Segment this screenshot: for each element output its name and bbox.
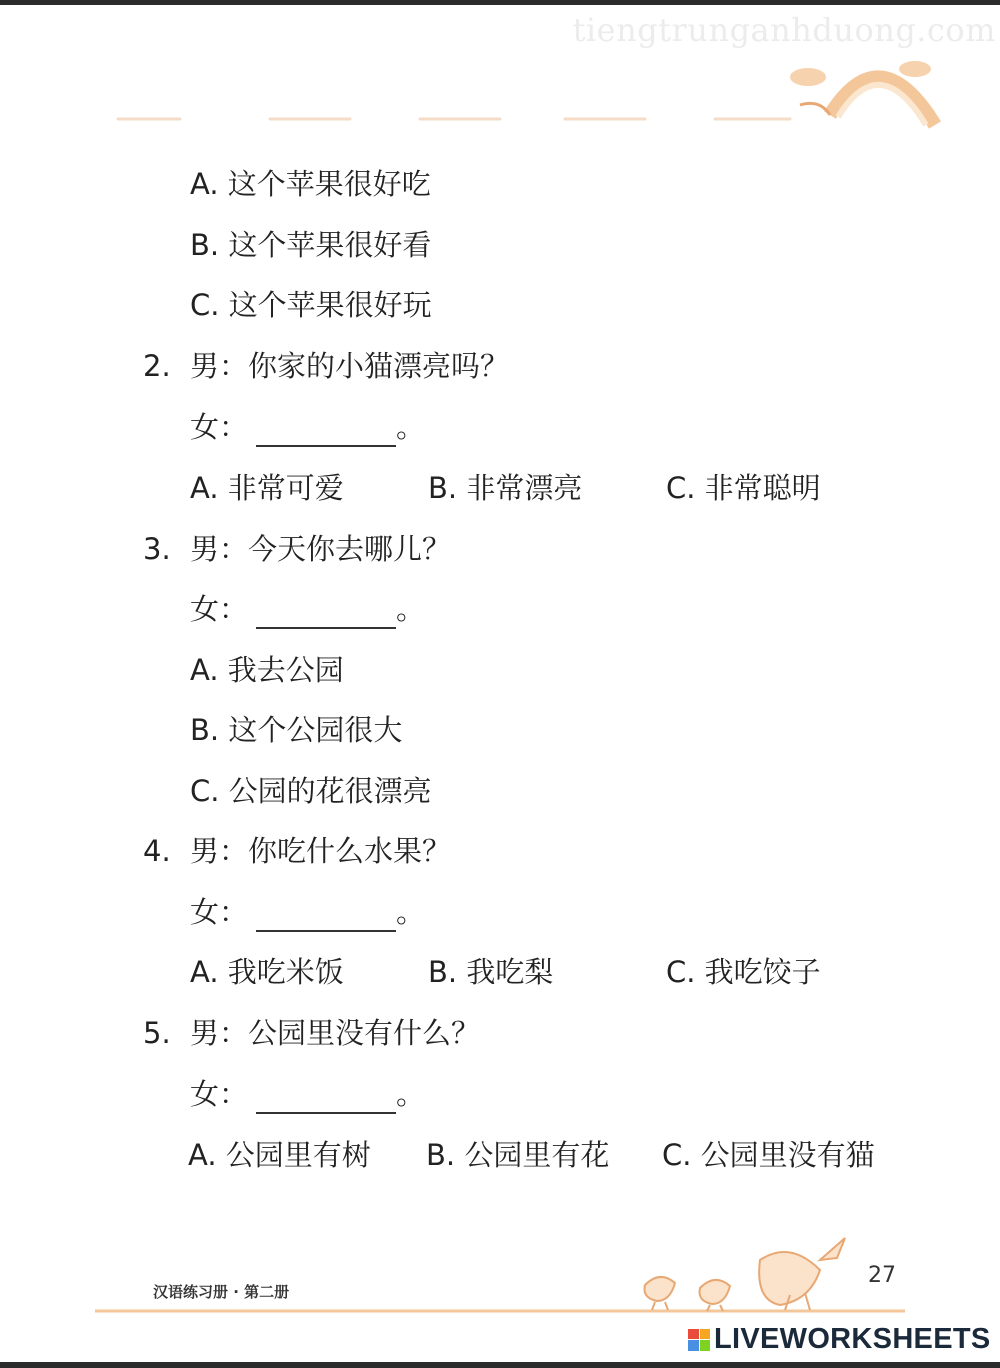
option-a[interactable]: A. 非常可爱	[190, 471, 344, 505]
liveworksheets-brand[interactable]	[688, 1323, 991, 1356]
period: 。	[396, 592, 426, 626]
male-line: 男：你吃什么水果？	[190, 834, 452, 868]
answer-blank[interactable]	[256, 417, 396, 447]
option-b[interactable]: B. 我吃梨	[428, 955, 554, 989]
option-b[interactable]: B. 这个公园很大	[190, 713, 403, 747]
male-line: 男：公园里没有什么？	[190, 1016, 481, 1050]
option-a[interactable]: A. 我吃米饭	[190, 955, 344, 989]
option-text: A. 这个苹果很好吃	[190, 167, 431, 201]
option-c[interactable]: C. 我吃饺子	[666, 955, 821, 989]
watermark: tiengtrunganhduong.com	[572, 11, 996, 49]
female-label: 女：	[190, 410, 249, 444]
option-text: C. 这个苹果很好玩	[190, 288, 432, 322]
option-a[interactable]: A. 公园里有树	[188, 1138, 371, 1172]
male-line: 男：你家的小猫漂亮吗？	[190, 349, 510, 383]
option-a[interactable]: A. 我去公园	[190, 653, 344, 687]
female-label: 女：	[190, 895, 249, 929]
option-c[interactable]: C. 非常聪明	[666, 471, 821, 505]
footer-bird-decoration	[0, 1230, 1000, 1320]
period: 。	[396, 410, 426, 444]
worksheet-page	[0, 5, 1000, 1362]
option-text: B. 这个苹果很好看	[190, 228, 432, 262]
question-number: 5.	[143, 1016, 171, 1050]
answer-blank[interactable]	[256, 1084, 396, 1114]
question-number: 4.	[143, 834, 171, 868]
answer-blank[interactable]	[256, 599, 396, 629]
liveworksheets-logo-icon	[688, 1329, 710, 1351]
answer-blank[interactable]	[256, 902, 396, 932]
brand-name: LIVEWORKSHEETS	[714, 1323, 991, 1355]
question-number: 3.	[143, 532, 171, 566]
question-number: 2.	[143, 349, 171, 383]
female-label: 女：	[190, 1077, 249, 1111]
male-line: 男：今天你去哪儿？	[190, 532, 452, 566]
option-b[interactable]: B. 非常漂亮	[428, 471, 583, 505]
header-rainbow-decoration	[0, 5, 1000, 165]
book-title: 汉语练习册 · 第二册	[153, 1283, 290, 1301]
period: 。	[396, 895, 426, 929]
option-b[interactable]: B. 公园里有花	[426, 1138, 610, 1172]
option-c[interactable]: C. 公园的花很漂亮	[190, 774, 432, 808]
period: 。	[396, 1077, 426, 1111]
option-c[interactable]: C. 公园里没有猫	[662, 1138, 875, 1172]
page-number: 27	[868, 1263, 896, 1288]
female-label: 女：	[190, 592, 249, 626]
